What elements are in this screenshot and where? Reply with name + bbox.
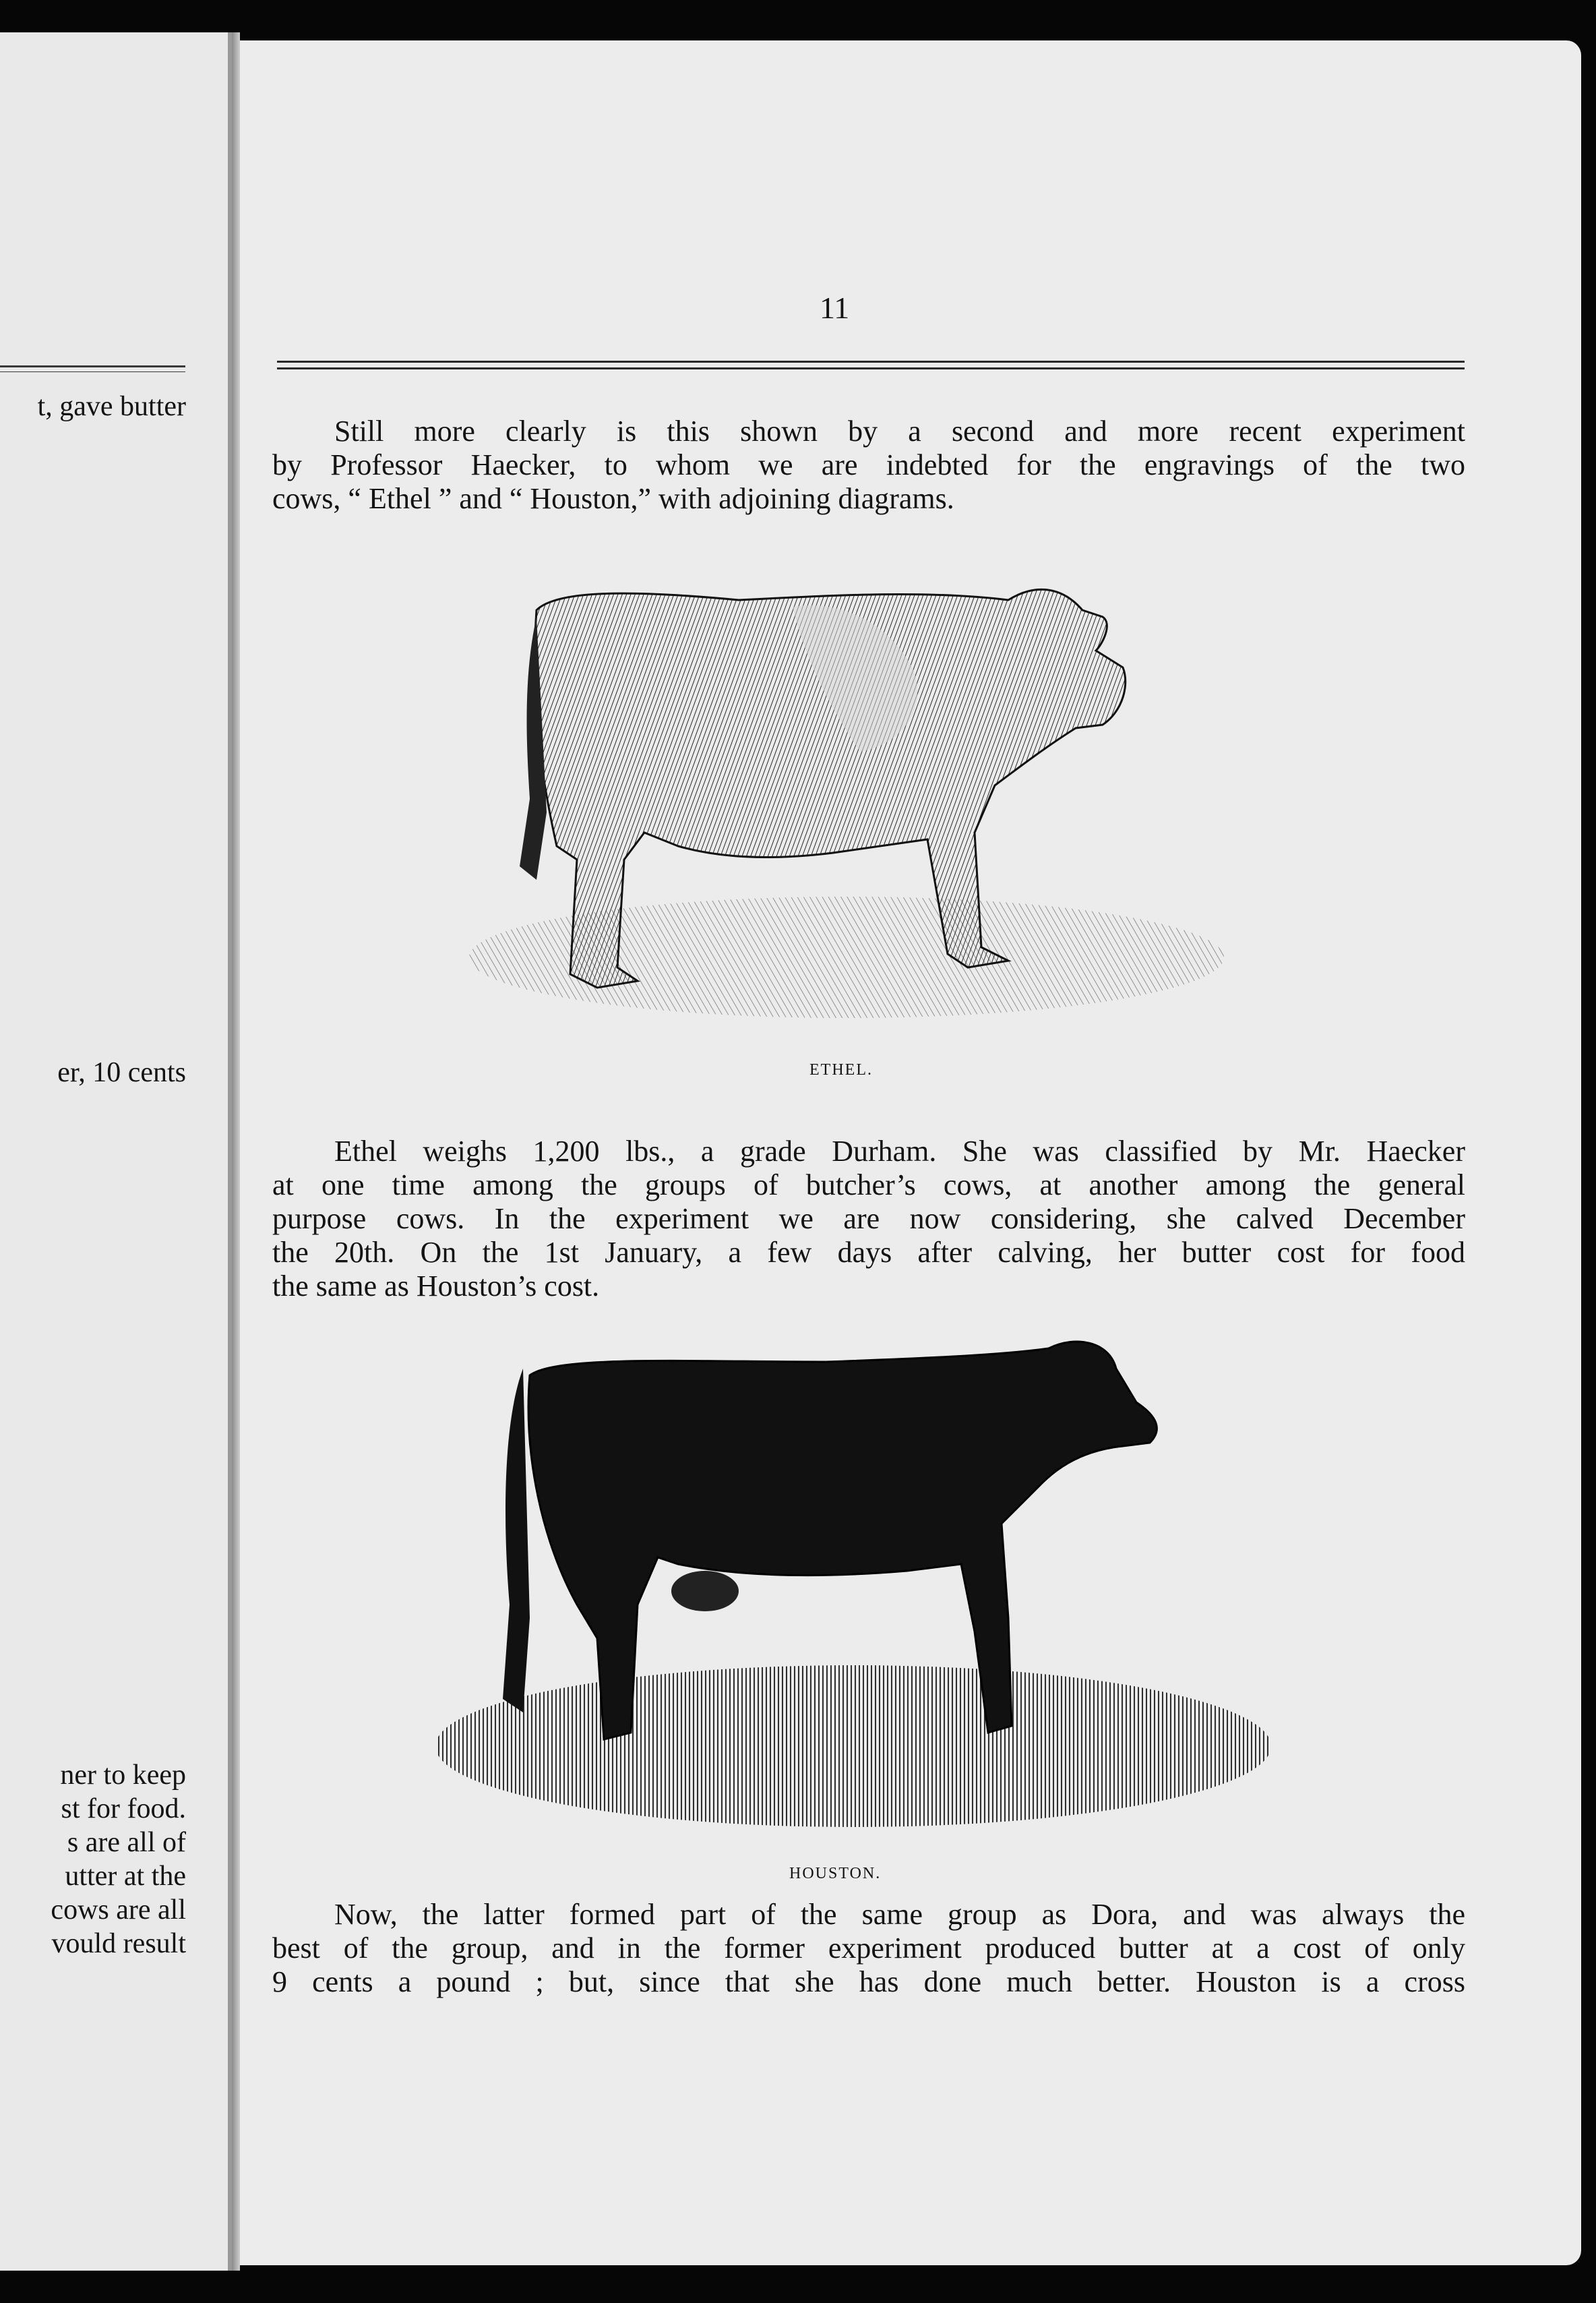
text-line: the 20th. On the 1st January, a few days after calving, her butter cost for food xyxy=(272,1236,1465,1269)
ethel-cow-engraving xyxy=(456,543,1237,1035)
left-fragment: t, gave butter xyxy=(37,391,186,422)
houston-cow-engraving xyxy=(408,1321,1305,1847)
page-number: 11 xyxy=(820,291,850,325)
left-fragment: s are all of xyxy=(67,1827,186,1858)
text-line: Still more clearly is this shown by a second and more recent experiment xyxy=(334,415,1465,448)
text-line: cows, “ Ethel ” and “ Houston,” with adjoining diagrams. xyxy=(272,482,954,515)
left-fragment: cows are all xyxy=(51,1894,186,1925)
left-fragment: utter at the xyxy=(65,1861,186,1892)
text-line: at one time among the groups of butcher’s cows, at another among the general xyxy=(272,1168,1465,1201)
text-line: purpose cows. In the experiment we are now considering, she calved December xyxy=(272,1202,1465,1235)
left-fragment: vould result xyxy=(51,1928,186,1959)
paragraph-houston xyxy=(272,1898,1465,1999)
text-line: by Professor Haecker, to whom we are indebted for the engravings of the two xyxy=(272,448,1465,481)
paragraph-ethel xyxy=(272,1135,1465,1303)
text-line: best of the group, and in the former experiment produced butter at a cost of only xyxy=(272,1932,1465,1965)
left-page-edge xyxy=(0,32,232,2271)
text-line: Ethel weighs 1,200 lbs., a grade Durham. She was classified by Mr. Haecker xyxy=(334,1135,1465,1168)
left-fragment: er, 10 cents xyxy=(57,1057,186,1088)
left-fragment: st for food. xyxy=(61,1793,186,1824)
text-line: 9 cents a pound ; but, since that she has done much better. Houston is a cross xyxy=(272,1965,1465,1998)
paragraph-intro xyxy=(272,415,1465,516)
figure-caption-ethel: ETHEL. xyxy=(809,1061,873,1079)
text-line: the same as Houston’s cost. xyxy=(272,1269,600,1303)
left-page-rule xyxy=(0,365,185,372)
page xyxy=(240,40,1581,2265)
header-rule xyxy=(277,361,1465,369)
book-gutter xyxy=(232,32,240,2271)
figure-caption-houston: HOUSTON. xyxy=(789,1865,882,1882)
left-fragment: ner to keep xyxy=(60,1760,186,1791)
text-line: Now, the latter formed part of the same group as Dora, and was always the xyxy=(334,1898,1465,1931)
